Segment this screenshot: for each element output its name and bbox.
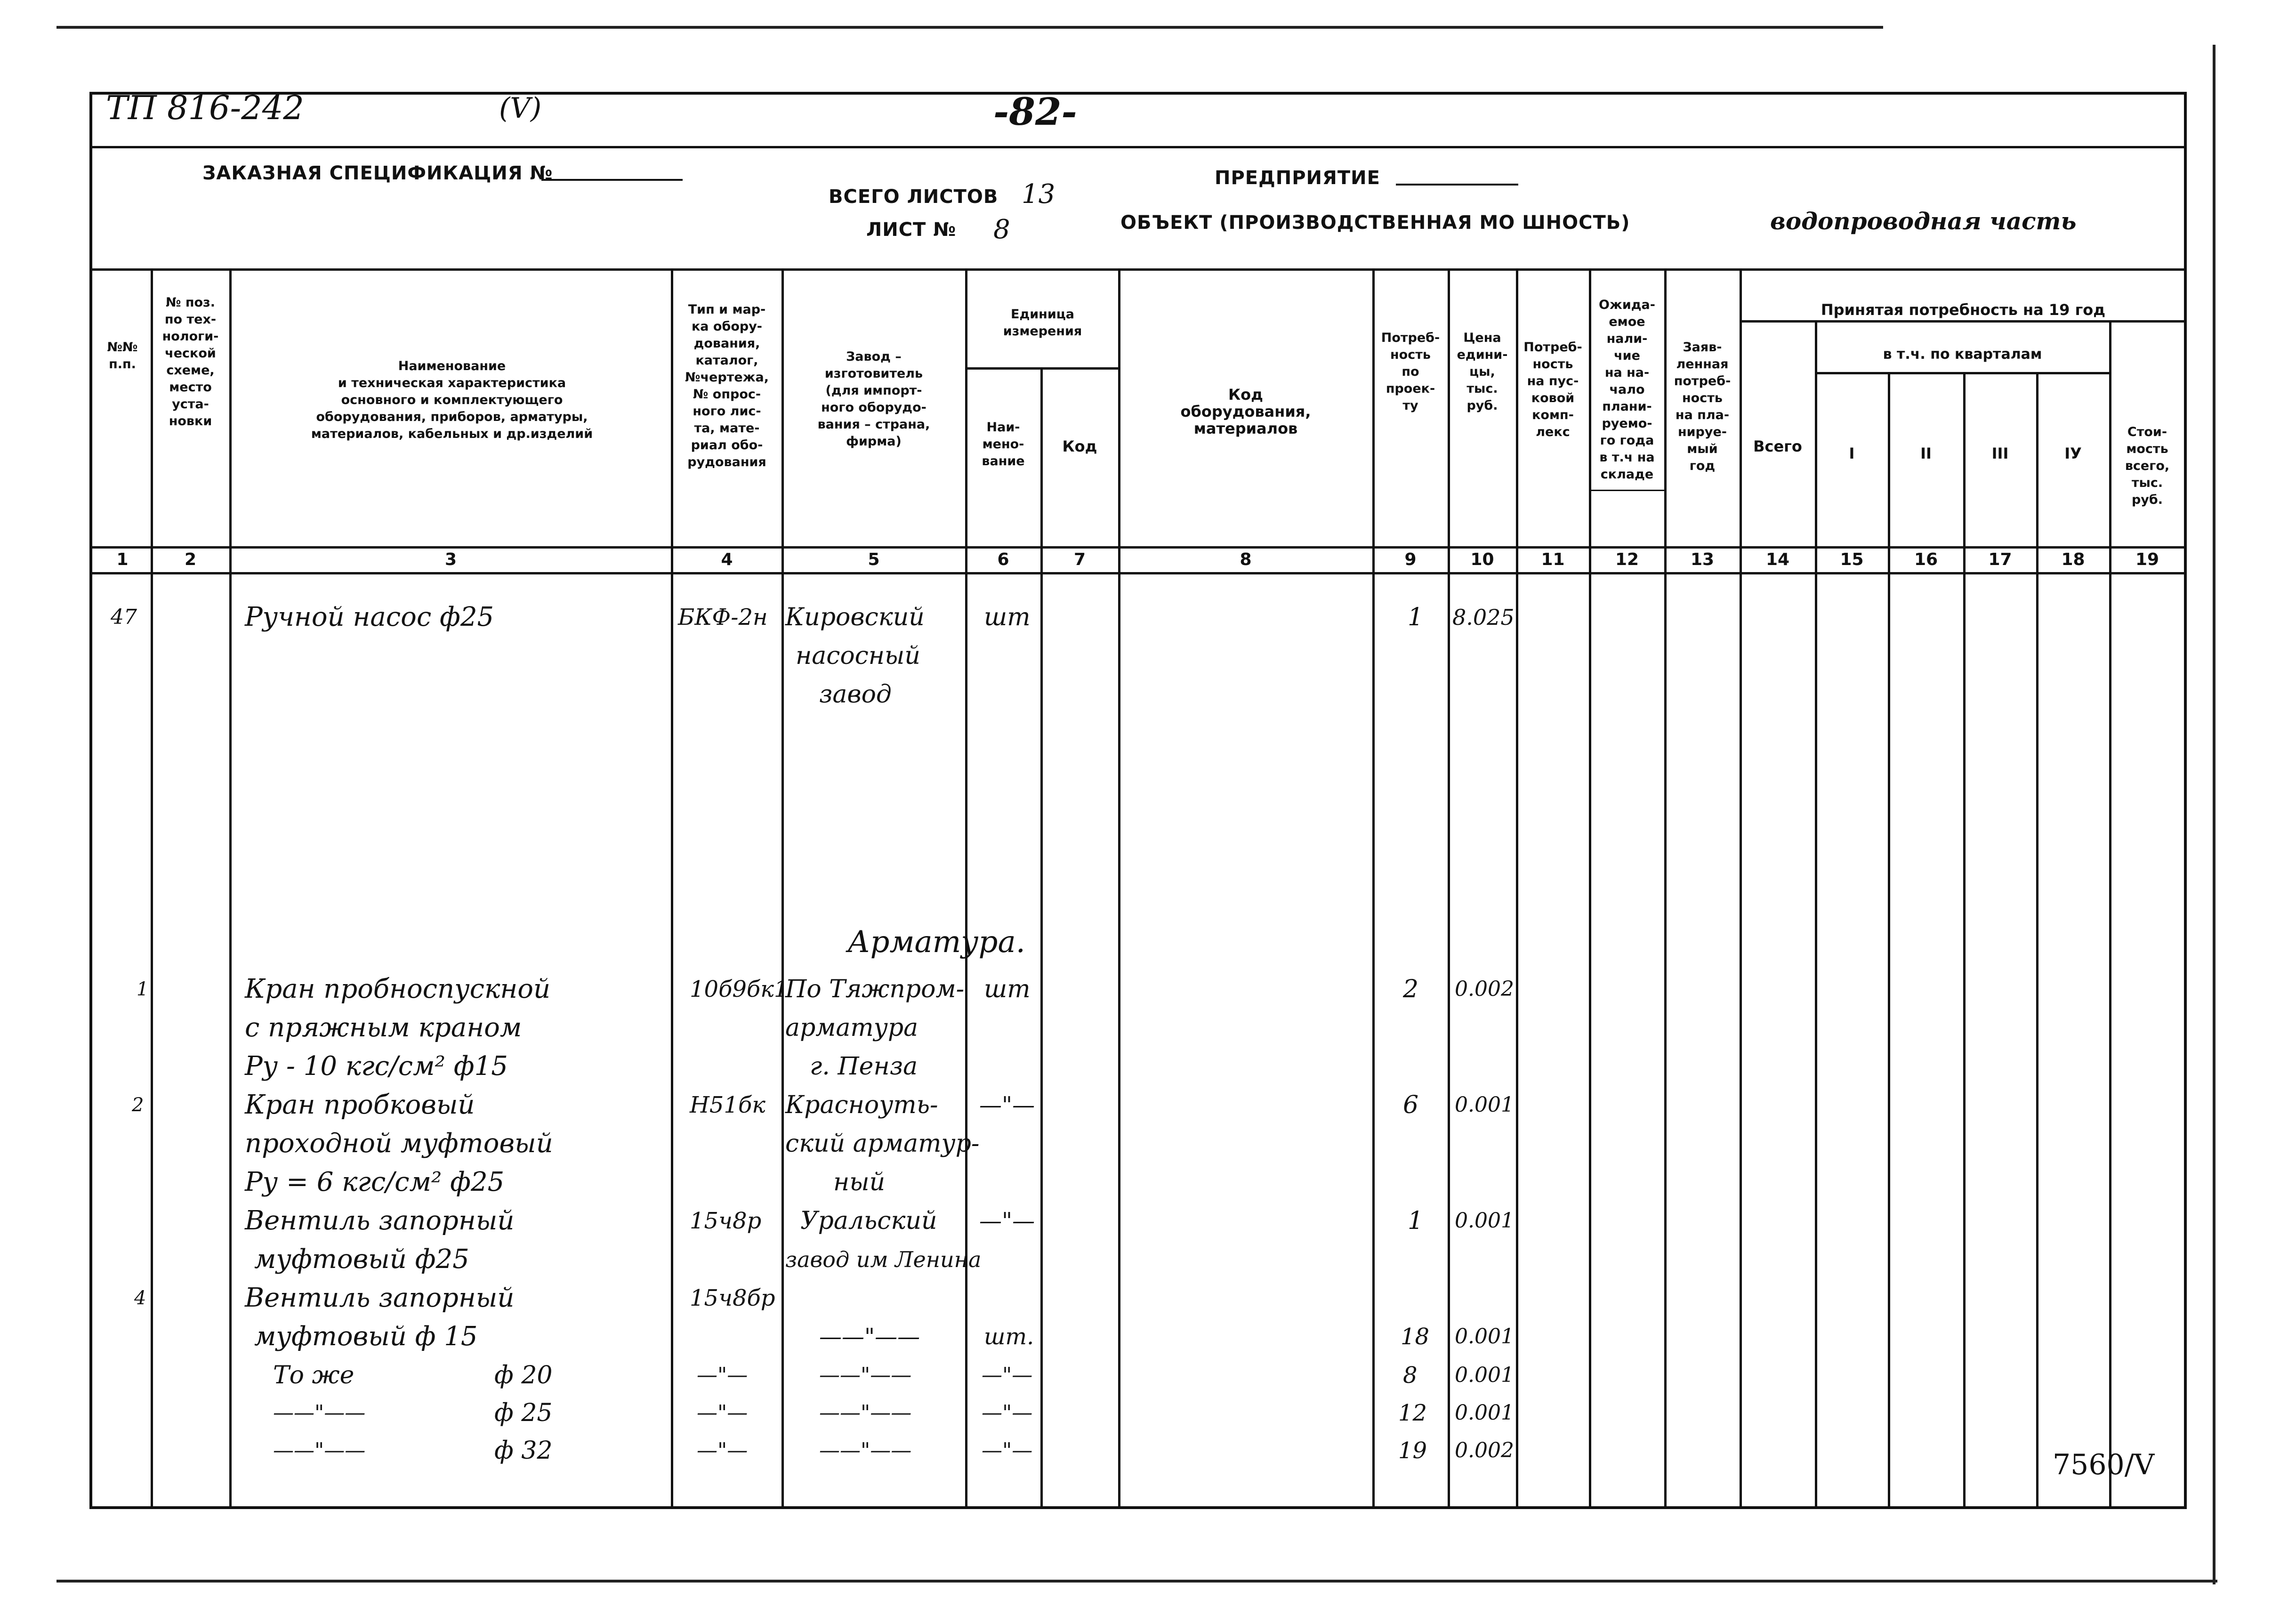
col-number: 14	[1765, 550, 1790, 569]
grid-line	[1815, 320, 1817, 1507]
item-unit: —"—	[982, 1363, 1033, 1387]
header-total: Всего	[1753, 437, 1802, 455]
col-number: 19	[2135, 550, 2159, 569]
col-number-line	[92, 572, 2184, 574]
item-qty: 12	[1398, 1400, 1427, 1426]
stock-subheader-line	[1589, 490, 1664, 491]
item-type: 15ч8бр	[690, 1285, 775, 1311]
header-q4: IУ	[2064, 444, 2082, 462]
item-maker: ский арматур-	[785, 1130, 980, 1158]
item-name: Ру - 10 кгс/см² ф15	[245, 1051, 508, 1082]
item-maker: арматура	[785, 1014, 918, 1042]
item-maker: ——"——	[819, 1363, 912, 1387]
col-number: 18	[2061, 550, 2085, 569]
grid-line	[781, 268, 784, 1507]
header-bottom-line	[92, 546, 2184, 549]
item-name: муфтовый ф 15	[254, 1321, 478, 1352]
header-expected: Ожида- емое нали- чие на на- чало плани- руемо- го года в т.ч на складе	[1599, 298, 1655, 482]
header-q3: III	[1991, 444, 2009, 462]
item-name: ——"——	[273, 1438, 366, 1462]
item-name: Кран пробковый	[245, 1090, 475, 1120]
item-name: Вентиль запорный	[245, 1283, 515, 1313]
table-top-line	[92, 268, 2184, 271]
item-name: Ру = 6 кгс/см² ф25	[245, 1167, 505, 1197]
item-maker: г. Пенза	[810, 1052, 918, 1081]
header-price: Цена едини- цы, тыс. руб.	[1457, 331, 1508, 413]
spec-number-blank	[541, 179, 683, 181]
quarters-subheader-line	[1815, 372, 2111, 374]
item-qty: 1	[1408, 1207, 1424, 1235]
item-name: Ручной насос ф25	[245, 602, 494, 632]
header-q2: II	[1920, 444, 1932, 462]
header-q1: I	[1849, 444, 1855, 462]
col-number: 15	[1840, 550, 1864, 569]
grid-line	[2036, 372, 2038, 1507]
item-qty: 1	[1408, 603, 1424, 631]
top-scan-rule	[56, 26, 1883, 29]
item-qty: 18	[1401, 1324, 1430, 1350]
item-price: 8.025	[1452, 605, 1515, 630]
item-type: БКФ-2н	[678, 604, 768, 630]
inventory-stamp: 7560/V	[2053, 1448, 2155, 1481]
section-heading: Арматура.	[847, 925, 1025, 960]
right-scan-rule	[2213, 45, 2215, 1584]
col-number: 9	[1404, 550, 1417, 569]
item-name: с пряжным краном	[245, 1012, 522, 1043]
enterprise-label: ПРЕДПРИЯТИЕ	[1215, 167, 1380, 189]
grid-line	[1888, 372, 1890, 1507]
col-number: 13	[1690, 550, 1715, 569]
row-number: 2	[132, 1094, 144, 1116]
item-price: 0.002	[1455, 1438, 1514, 1462]
sheet-no-value: 8	[993, 214, 1010, 245]
sheet-no-label: ЛИСТ №	[866, 219, 957, 241]
item-qty: 6	[1403, 1091, 1419, 1119]
item-name: ——"——	[273, 1401, 366, 1425]
item-price: 0.001	[1455, 1093, 1514, 1117]
header-startup: Потреб- ность на пус- ковой комп- лекс	[1523, 340, 1582, 439]
header-no: №№ п.п.	[107, 340, 138, 371]
unit-subheader-line	[965, 367, 1120, 370]
item-name: Вентиль запорный	[245, 1205, 515, 1236]
header-unit-name: Наи- мено- вание	[982, 420, 1025, 468]
object-value: водопроводная часть	[1770, 207, 2077, 235]
item-qty: 19	[1398, 1437, 1427, 1464]
item-unit: шт	[984, 603, 1031, 631]
item-diameter: ф 25	[494, 1399, 553, 1427]
item-maker: ——"——	[819, 1324, 920, 1350]
item-unit: —"—	[982, 1401, 1033, 1425]
header-position: № поз. по тех- нологи- ческой схеме, место уста- новки	[162, 295, 219, 428]
item-type: —"—	[697, 1438, 748, 1462]
item-name: муфтовый ф25	[254, 1244, 469, 1275]
sheets-total-label: ВСЕГО ЛИСТОВ	[829, 186, 999, 208]
item-name: Кран пробноспускной	[245, 974, 551, 1004]
bottom-scan-rule	[56, 1580, 2217, 1583]
document-code: ТП 816-242	[106, 89, 304, 127]
accepted-subheader-line	[1740, 320, 2184, 323]
col-number: 1	[116, 550, 129, 569]
item-maker: ——"——	[819, 1438, 912, 1462]
col-number: 5	[868, 550, 880, 569]
item-type: —"—	[697, 1363, 748, 1387]
col-number: 8	[1240, 550, 1252, 569]
col-number: 10	[1470, 550, 1494, 569]
grid-line	[229, 268, 232, 1507]
header-type: Тип и мар- ка обору- дования, каталог, №чертежа, № опрос- ного лис- та, мате- риал обо- рудования	[685, 302, 769, 469]
item-price: 0.001	[1455, 1324, 1514, 1349]
item-price: 0.001	[1455, 1401, 1514, 1425]
header-need: Потреб- ность по проек- ту	[1381, 331, 1440, 413]
header-declared: Заяв- ленная потреб- ность на пла- нируе- мый год	[1674, 340, 1731, 473]
row-number: 47	[111, 605, 137, 629]
grid-line	[1372, 268, 1375, 1507]
col-number: 2	[184, 550, 197, 569]
item-unit: шт.	[984, 1324, 1034, 1350]
grid-line	[1118, 268, 1120, 1507]
col-number: 11	[1541, 550, 1565, 569]
col-number: 17	[1988, 550, 2012, 569]
spec-label: ЗАКАЗНАЯ СПЕЦИФИКАЦИЯ №	[202, 162, 553, 184]
page-number: -82-	[993, 89, 1077, 134]
item-name: То же	[273, 1361, 354, 1389]
item-unit: —"—	[979, 1208, 1035, 1234]
header-unit: Единица измерения	[1003, 307, 1082, 339]
header-accepted: Принятая потребность на 19 год	[1821, 301, 2106, 319]
grid-line	[1448, 268, 1450, 1507]
col-number: 7	[1073, 550, 1086, 569]
enterprise-blank	[1396, 184, 1518, 186]
item-price: 0.001	[1455, 1209, 1514, 1233]
item-maker: Красноуть-	[785, 1091, 938, 1119]
row-number: 1	[137, 978, 149, 1000]
header-unit-code: Код	[1062, 437, 1097, 455]
col-number: 12	[1615, 550, 1639, 569]
item-maker: ный	[833, 1168, 886, 1196]
item-maker: Уральский	[800, 1207, 937, 1235]
item-qty: 8	[1403, 1362, 1418, 1389]
object-label: ОБЪЕКТ (ПРОИЗВОДСТВЕННАЯ МО ШНОСТЬ)	[1120, 212, 1630, 234]
item-unit: шт	[984, 975, 1031, 1003]
header-quarters: в т.ч. по кварталам	[1883, 346, 2042, 363]
item-qty: 2	[1403, 975, 1419, 1003]
item-maker: насосный	[796, 642, 920, 670]
grid-line	[151, 268, 153, 1507]
item-maker: ——"——	[819, 1401, 912, 1425]
item-diameter: ф 20	[494, 1361, 553, 1389]
item-name: проходной муфтовый	[245, 1128, 553, 1159]
col-number: 16	[1914, 550, 1938, 569]
item-maker: По Тяжпром-	[785, 975, 965, 1003]
item-type: —"—	[697, 1401, 748, 1425]
item-maker: Кировский	[785, 603, 925, 631]
item-maker: завод им Ленина	[785, 1247, 982, 1272]
header-divider	[92, 146, 2184, 148]
item-price: 0.001	[1455, 1363, 1514, 1387]
grid-line	[1040, 367, 1043, 1507]
item-type: Н51бк	[690, 1092, 765, 1118]
item-price: 0.002	[1455, 977, 1514, 1001]
item-maker: завод	[819, 680, 892, 709]
row-number: 4	[134, 1287, 146, 1309]
item-unit: —"—	[979, 1092, 1035, 1118]
volume-mark: (V)	[499, 92, 542, 125]
col-number: 6	[997, 550, 1009, 569]
item-diameter: ф 32	[494, 1437, 553, 1465]
header-cost: Стои- мость всего, тыс. руб.	[2125, 425, 2170, 507]
item-type: 10б9бк1	[690, 976, 789, 1002]
item-type: 15ч8р	[690, 1208, 762, 1234]
grid-line	[1963, 372, 1966, 1507]
header-maker: Завод – изготовитель (для импорт- ного оборудо- вания – страна, фирма)	[817, 349, 930, 449]
grid-line	[1516, 268, 1518, 1507]
sheets-total-value: 13	[1022, 179, 1055, 210]
col-number: 4	[721, 550, 733, 569]
header-equipment-code: Код оборудования, материалов	[1180, 386, 1311, 437]
header-name: Наименование и техническая характеристика основного и комплектующего оборудования, приборов, арматуры, материалов, кабельных и др.изделий	[311, 359, 593, 441]
item-unit: —"—	[982, 1438, 1033, 1462]
col-number: 3	[444, 550, 457, 569]
